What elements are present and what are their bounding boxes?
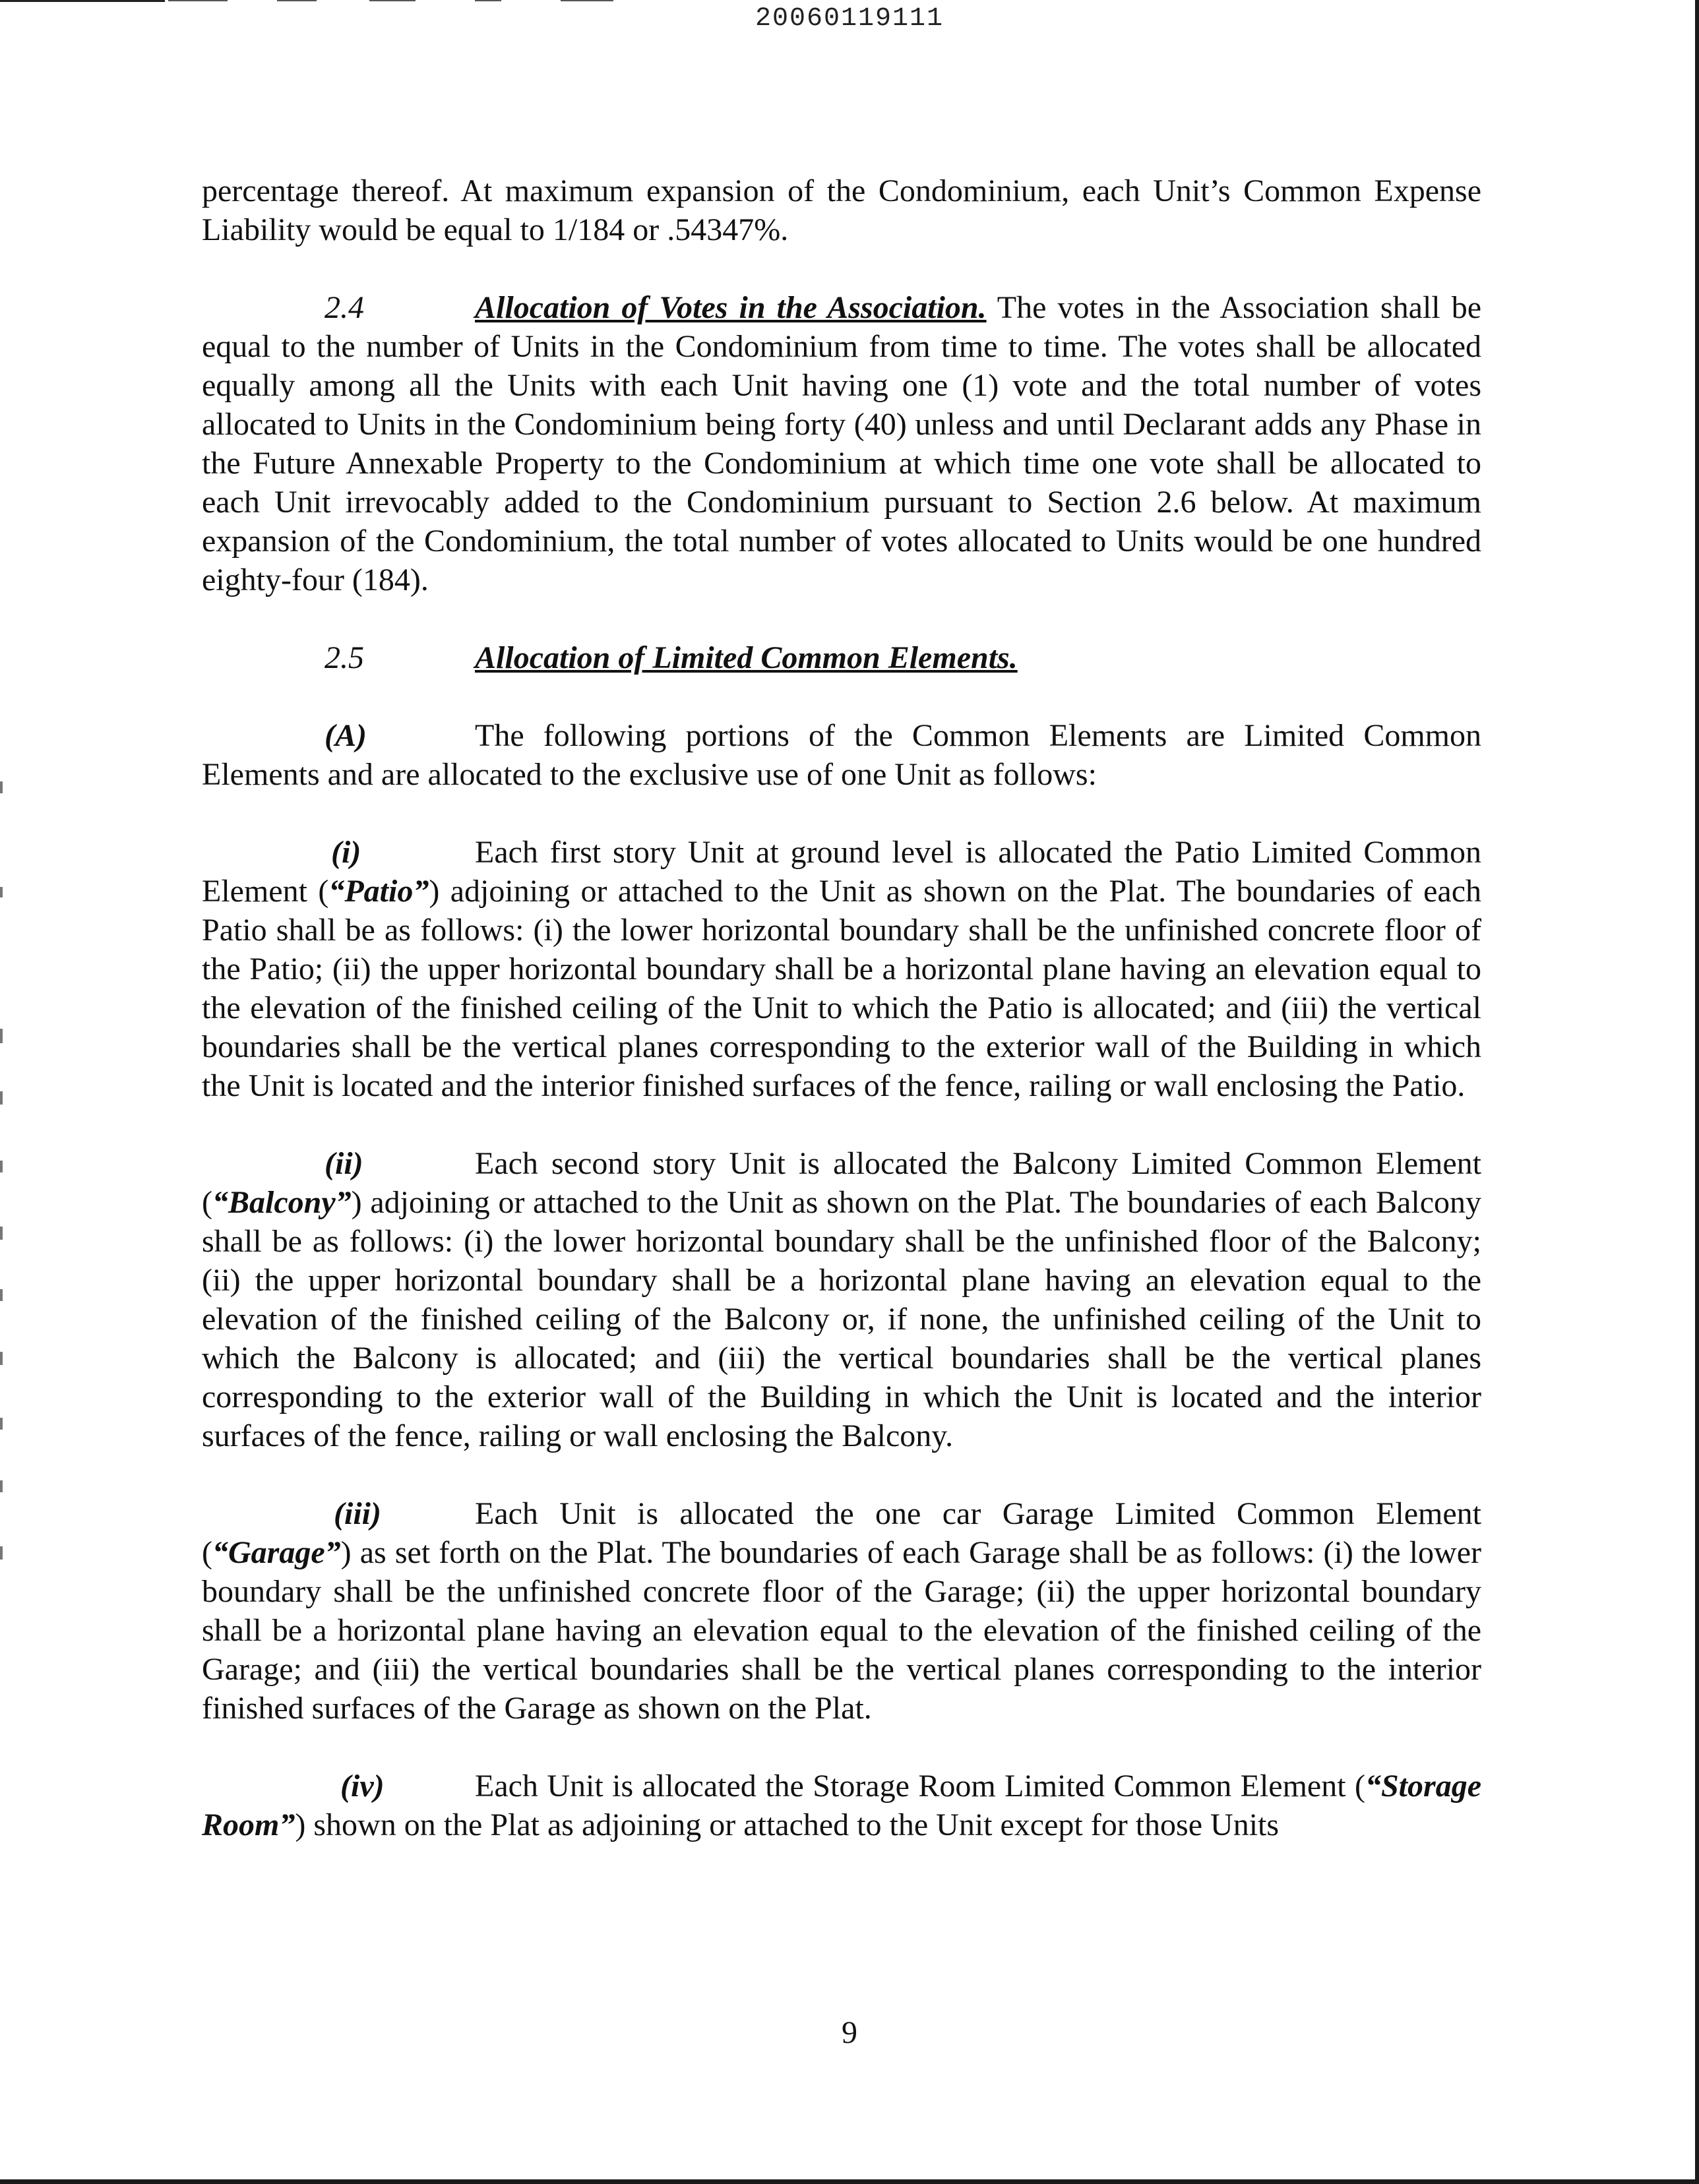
item-text: ) shown on the Plat as adjoining or attached to the Unit except for those Units [295,1807,1280,1842]
defined-term: “Patio” [328,874,429,909]
section-text: The votes in the Association shall be equal to the number of Units in the Condominium from time to time. The votes shall be allocated equally among all the Units with each Unit having one (1) vote and the total number of votes allocated to Units in the Condominium being forty (40) unless and until Declarant adds any Phase in the Future Annexable Property to the Condominium at which time one vote shall be allocated to each Unit irrevocably added to the Condominium pursuant to Section 2.6 below. At maximum expansion of the Condominium, the total number of votes allocated to Units would be one hundred eighty-four (184). [202,290,1481,597]
item-text: Each first story Unit at ground level is allocated the Patio Limited Common Element ( [202,835,1481,909]
item-number: (iii) [334,1496,381,1531]
item-number: (ii) [324,1146,363,1181]
scan-margin-mark [0,887,3,897]
scan-margin-mark [0,1289,3,1301]
item-text: Each Unit is allocated the Storage Room Limited Common Element ( [475,1769,1365,1804]
item-iv [202,1767,1481,1844]
scan-margin-mark [0,1418,3,1430]
scan-top-rule-dash [168,0,228,1]
item-i [202,833,1481,1105]
item-text: ) as set forth on the Plat. The boundaries of each Garage shall be as follows: (i) the lower boundary shall be the unfinished concrete floor of the Garage; (ii) the upper horizontal boundary shall be a horizontal plane having an elevation equal to the elevation of the finished ceiling of the Garage; and (iii) the vertical boundaries shall be the vertical planes corresponding to the interior finished surfaces of the Garage as shown on the Plat. [202,1535,1481,1726]
scan-margin-mark [0,1227,3,1240]
scan-bottom-edge [0,2179,1699,2184]
scan-right-edge [1695,0,1699,2184]
defined-term: “Balcony” [212,1185,352,1220]
section-2-5-heading [202,638,1481,677]
scan-margin-mark [0,1480,3,1492]
scan-top-rule-dash [561,0,613,1]
item-number: (iv) [340,1769,385,1804]
scan-top-rule-dash [475,0,501,1]
scan-margin-mark [0,1091,3,1105]
page-number: 9 [842,2015,857,2050]
document-recording-number: 20060119111 [755,4,944,34]
scan-top-rule-dash [369,0,416,1]
section-number: 2.5 [324,640,364,675]
subsection-number: (A) [324,718,367,753]
subsection-text: The following portions of the Common Elements are Limited Common Elements and are allocated to the exclusive use of one Unit as follows: [202,718,1481,792]
paragraph-continuation [202,171,1481,249]
item-text: ) adjoining or attached to the Unit as shown on the Plat. The boundaries of each Balcony shall be as follows: (i) the lower horizontal boundary shall be the unfinished floor of the Balcony; (ii) the upper horizontal boundary shall be a horizontal plane having an elevation equal to the elevation of the finished ceiling of the Balcony or, if none, the unfinished ceiling of the Unit to which the Balcony is allocated; and (iii) the vertical boundaries shall be the vertical planes corresponding to the exterior wall of the Building in which the Unit is located and the interior surfaces of the fence, railing or wall enclosing the Balcony. [202,1185,1481,1453]
item-number: (i) [331,835,361,870]
item-text: ) adjoining or attached to the Unit as shown on the Plat. The boundaries of each Patio shall be as follows: (i) the lower horizontal boundary shall be the unfinished concrete floor of the Patio; (ii) the upper horizontal boundary shall be a horizontal plane having an elevation equal to the elevation of the finished ceiling of the Unit to which the Patio is allocated; and (iii) the vertical boundaries shall be the vertical planes corresponding to the exterior wall of the Building in which the Unit is located and the interior finished surfaces of the fence, railing or wall enclosing the Patio. [202,874,1482,1103]
scan-margin-mark [0,1352,3,1365]
scan-margin-mark [0,1029,3,1043]
scan-top-rule-dash [277,0,317,1]
scan-top-rule [0,0,165,2]
section-title: Allocation of Votes in the Association. [475,290,987,325]
scan-margin-mark [0,1546,3,1560]
section-title: Allocation of Limited Common Elements. [475,640,1018,675]
defined-term: “Garage” [212,1535,341,1570]
section-number: 2.4 [324,290,364,325]
item-text: Each second story Unit is allocated the Balcony Limited Common Element ( [202,1146,1481,1220]
subsection-a [202,716,1481,794]
document-body [202,171,1481,1844]
defined-term: “Storage Room” [202,1769,1481,1842]
paragraph-text: percentage thereof. At maximum expansion of the Condominium, each Unit’s Common Expense Liability would be equal to 1/184 or .54347%. [202,173,1481,247]
section-2-4 [202,288,1481,599]
item-ii [202,1144,1481,1455]
scan-margin-mark [0,781,3,793]
item-text: Each Unit is allocated the one car Garage Limited Common Element ( [202,1496,1481,1570]
scan-margin-mark [0,1161,3,1172]
item-iii [202,1494,1481,1728]
